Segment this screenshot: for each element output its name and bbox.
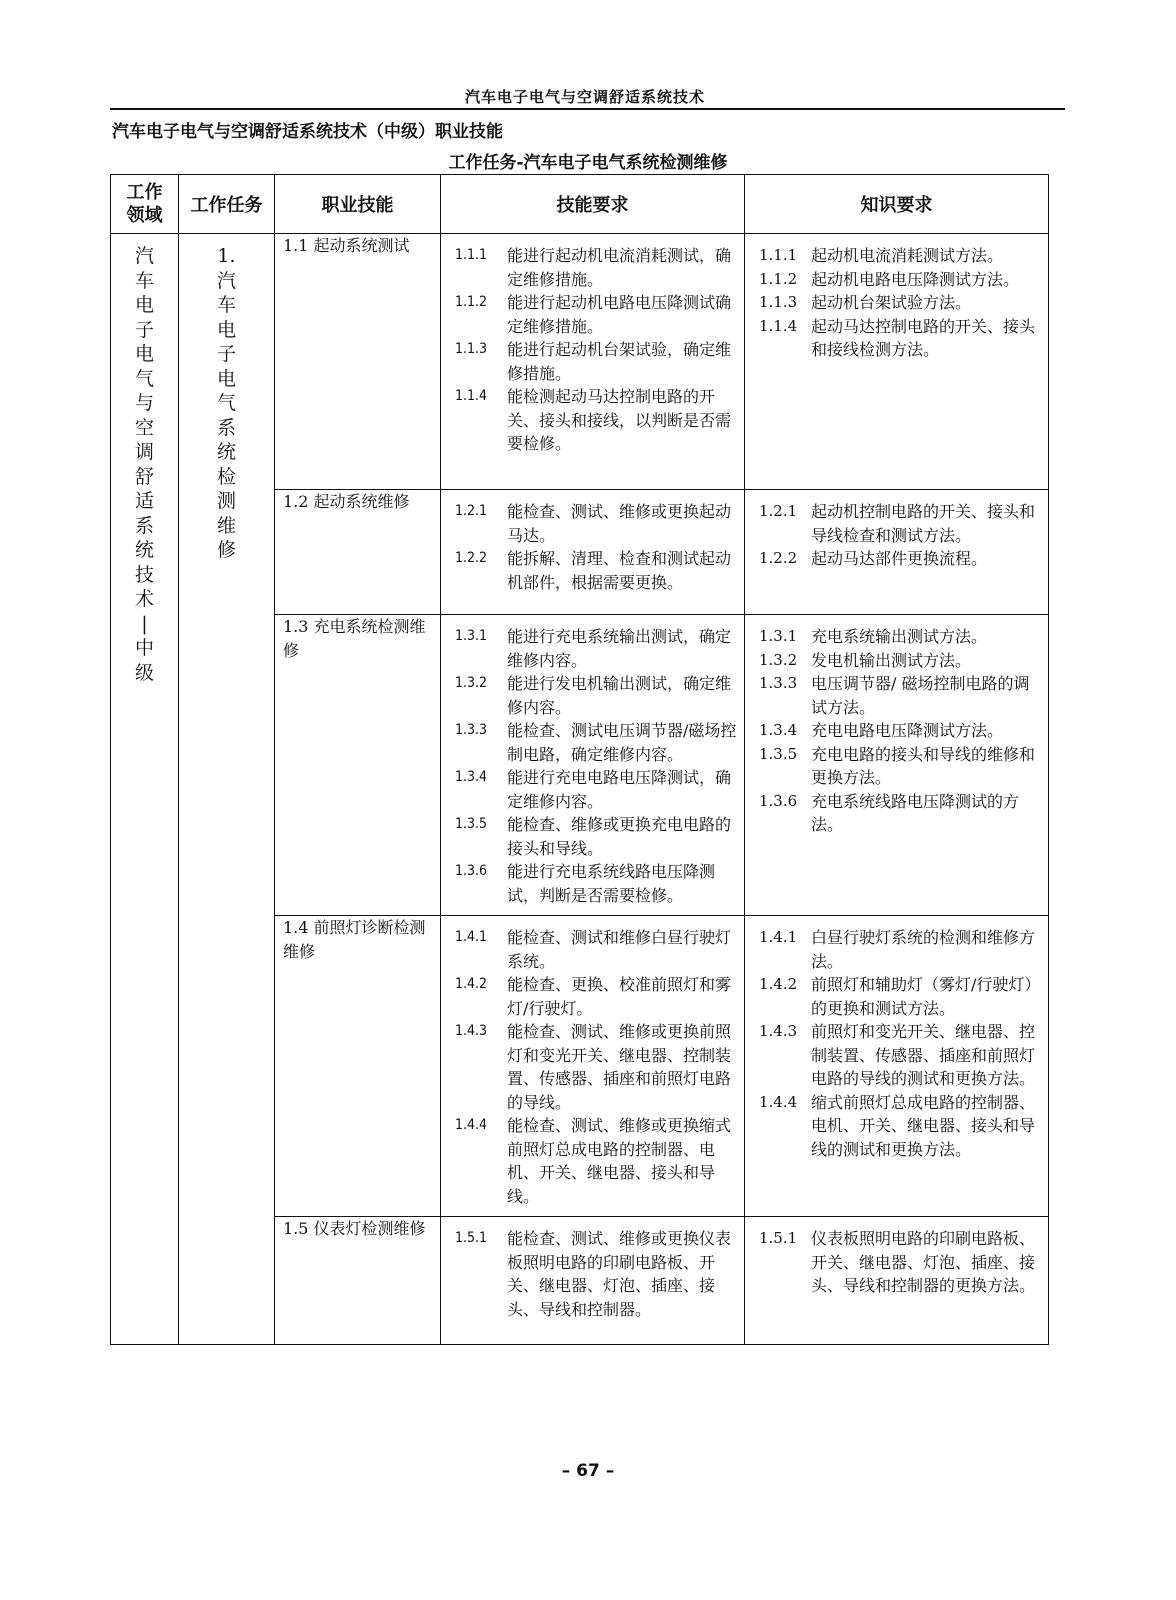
skill-req-number: 1.4.2 [455,976,488,992]
skill-req-number: 1.1.4 [455,388,488,404]
work-domain-label-char: 术 [134,588,154,610]
skill-req-item [455,672,738,719]
work-domain-label-char: 气 [134,367,154,390]
skill-requirements-cell [441,916,745,1217]
knowledge-item [759,1020,1042,1091]
knowledge-number: 1.1.3 [759,293,798,311]
knowledge-text: 起动机电流消耗测试方法。 [811,246,1004,265]
knowledge-number: 1.5.1 [759,1229,798,1247]
skill-req-item [455,813,738,860]
skill-req-item [455,973,738,1020]
skill-req-item [455,385,738,456]
work-task-label-char: 系 [216,416,236,439]
skill-cell [275,615,441,916]
work-task-cell [179,234,275,1345]
knowledge-item [759,291,1042,315]
skill-req-item [455,860,738,907]
skill-req-text: 能进行充电系统线路电压降测试，判断是否需要检修。 [507,862,716,905]
document-subtitle: 工作任务-汽车电子电气系统检测维修 [448,153,728,173]
table-header-row [111,175,1049,234]
work-domain-cell [111,234,179,1345]
header-skill-requirements: 技能要求 [441,175,745,234]
work-task-label-char: 统 [216,441,236,463]
skill-req-item [455,244,738,291]
knowledge-item [759,672,1042,719]
skill-req-list [441,916,744,1216]
knowledge-number: 1.1.1 [759,246,798,264]
work-task-label-char: 电 [216,318,236,341]
skill-name: 1.3 充电系统检测维修 [283,617,426,660]
knowledge-text: 充电系统输出测试方法。 [811,627,988,646]
work-domain-label [111,234,178,685]
skill-name: 1.5 仪表灯检测维修 [283,1219,426,1238]
skill-req-number: 1.5.1 [455,1230,488,1246]
knowledge-number: 1.4.1 [759,928,798,946]
work-domain-label-char: 与 [134,392,154,414]
work-domain-label-char: 汽 [134,245,154,267]
work-domain-label-char: 级 [134,661,154,684]
skill-req-number: 1.3.4 [455,769,488,785]
work-task-label [179,234,274,563]
work-task-label-char: 车 [216,294,236,316]
knowledge-requirements-cell [745,234,1049,490]
skill-name: 1.4 前照灯诊断检测维修 [283,918,426,961]
skill-name: 1.1 起动系统测试 [283,236,410,255]
skill-req-text: 能检查、测试电压调节器/磁场控制电路，确定维修内容。 [507,721,737,764]
knowledge-item [759,973,1042,1020]
knowledge-number: 1.4.2 [759,975,798,993]
knowledge-text: 电压调节器/ 磁场控制电路的调试方法。 [811,674,1030,717]
knowledge-number: 1.3.1 [759,627,798,645]
knowledge-text: 充电电路电压降测试方法。 [811,721,1004,740]
work-task-label-char: 子 [216,343,236,365]
knowledge-number: 1.1.2 [759,269,798,288]
skill-req-text: 能检查、测试和维修白昼行驶灯系统。 [507,928,732,971]
skill-name: 1.2 起动系统维修 [283,492,410,511]
skill-req-text: 能检测起动马达控制电路的开关、接头和接线，以判断是否需要检修。 [507,387,732,453]
skills-table [110,174,1049,1345]
skill-req-text: 能检查、测试、维修或更换仪表板照明电路的印刷电路板、开关、继电器、灯泡、插座、接头、导线和控制器。 [507,1229,732,1319]
knowledge-text: 缩式前照灯总成电路的控制器、电机、开关、继电器、接头和导线的测试和更换方法。 [811,1092,1036,1159]
skill-req-number: 1.3.5 [455,816,488,832]
knowledge-number: 1.4.4 [759,1092,798,1111]
work-domain-label-char: 适 [134,490,154,512]
knowledge-text: 起动马达部件更换流程。 [811,549,988,568]
header-domain-line: 领域 [126,205,163,226]
skill-req-item [455,926,738,973]
skill-req-number: 1.3.6 [455,863,488,879]
skill-req-text: 能检查、维修或更换充电电路的接头和导线。 [507,815,732,858]
knowledge-item [759,719,1042,743]
work-domain-label-char: 系 [134,514,154,537]
skill-cell [275,916,441,1217]
knowledge-number: 1.3.5 [759,744,798,763]
skill-req-list [441,615,744,915]
document-title: 汽车电子电气与空调舒适系统技术（中级）职业技能 [112,122,503,142]
knowledge-text: 白昼行驶灯系统的检测和维修方法。 [811,928,1036,971]
knowledge-item [759,790,1042,837]
work-task-label-char: 修 [216,539,236,561]
skill-req-text: 能进行起动机电流消耗测试，确定维修措施。 [507,246,732,289]
knowledge-requirements-cell [745,916,1049,1217]
work-domain-label-char: 子 [134,318,154,341]
skill-req-number: 1.4.3 [455,1023,488,1039]
knowledge-item [759,1227,1042,1298]
skill-req-number: 1.2.1 [455,503,488,519]
knowledge-number: 1.3.4 [759,721,798,739]
skill-req-item [455,625,738,672]
skill-req-number: 1.4.4 [455,1117,488,1133]
knowledge-item [759,649,1042,673]
skill-req-text: 能进行起动机台架试验，确定维修措施。 [507,340,732,383]
work-domain-label-char: 电 [134,343,154,365]
skill-req-text: 能检查、更换、校准前照灯和雾灯/行驶灯。 [507,975,732,1018]
knowledge-text: 前照灯和辅助灯（雾灯/行驶灯）的更换和测试方法。 [811,975,1041,1018]
knowledge-text: 充电电路的接头和导线的维修和更换方法。 [811,744,1036,787]
skill-req-text: 能拆解、清理、检查和测试起动机部件，根据需要更换。 [507,549,732,592]
knowledge-requirements-cell [745,490,1049,615]
skill-req-text: 能进行起动机电路电压降测试确定维修措施。 [507,293,732,336]
skill-requirements-cell [441,1217,745,1345]
work-domain-label-char: 调 [134,441,154,463]
knowledge-item [759,625,1042,649]
work-domain-label-char: | [141,612,148,635]
skill-cell [275,234,441,490]
work-task-label-char: 气 [216,392,236,414]
knowledge-list [745,490,1048,579]
knowledge-text: 前照灯和变光开关、继电器、控制装置、传感器、插座和前照灯电路的导线的测试和更换方法。 [811,1022,1036,1088]
skill-req-item [455,1114,738,1208]
skill-req-item [455,547,738,594]
skill-req-number: 1.3.2 [455,675,488,691]
work-task-label-char: 1. [217,245,236,267]
knowledge-list [745,234,1048,370]
work-domain-label-char: 舒 [134,465,154,488]
knowledge-number: 1.3.6 [759,791,798,810]
skill-requirements-cell [441,490,745,615]
knowledge-text: 充电系统线路电压降测试的方法。 [811,791,1020,834]
knowledge-number: 1.2.2 [759,549,798,567]
knowledge-list [745,1217,1048,1306]
knowledge-list [745,615,1048,845]
skill-req-list [441,1217,744,1329]
work-task-label-char: 测 [216,490,236,512]
skill-req-item [455,1020,738,1114]
work-task-label-char: 维 [216,514,236,537]
knowledge-number: 1.3.2 [759,650,798,669]
work-domain-label-char: 技 [134,563,154,586]
knowledge-requirements-cell [745,615,1049,916]
header-rule [110,108,1065,110]
table-row [111,234,1049,490]
skill-req-text: 能检查、测试、维修或更换起动马达。 [507,502,732,545]
knowledge-list [745,916,1048,1169]
skill-req-text: 能进行发电机输出测试，确定维修内容。 [507,674,732,717]
skill-req-text: 能检查、测试、维修或更换前照灯和变光开关、继电器、控制装置、传感器、插座和前照灯电路的导线。 [507,1022,732,1112]
work-task-label-char: 电 [216,367,236,390]
skill-req-text: 能进行充电系统输出测试，确定维修内容。 [507,627,732,670]
running-header: 汽车电子电气与空调舒适系统技术 [464,88,705,106]
skill-req-item [455,500,738,547]
knowledge-text: 仪表板照明电路的印刷电路板、开关、继电器、灯泡、插座、接头、导线和控制器的更换方法。 [811,1229,1036,1295]
knowledge-number: 1.3.3 [759,674,798,692]
skill-req-item [455,291,738,338]
knowledge-item [759,268,1042,292]
knowledge-item [759,315,1042,362]
knowledge-text: 发电机输出测试方法。 [811,650,972,670]
knowledge-item [759,500,1042,547]
work-task-label-char: 汽 [216,269,236,292]
skill-req-list [441,490,744,602]
header-knowledge-requirements: 知识要求 [745,175,1049,234]
work-domain-label-char: 中 [134,637,154,659]
header-domain-line: 工作 [126,181,163,203]
header-skill: 职业技能 [275,175,441,234]
work-domain-label-char: 统 [134,539,154,561]
skill-req-list [441,234,744,464]
skill-req-number: 1.3.1 [455,628,488,644]
skill-req-text: 能进行充电电路电压降测试，确定维修内容。 [507,768,732,811]
knowledge-number: 1.2.1 [759,502,798,520]
knowledge-number: 1.4.3 [759,1022,798,1040]
skill-cell [275,1217,441,1345]
skill-req-number: 1.1.3 [455,341,488,357]
skill-req-number: 1.1.2 [455,294,488,310]
page-number: – 67 – [561,1461,615,1481]
knowledge-item [759,244,1042,268]
work-domain-label-char: 车 [134,269,154,292]
knowledge-item [759,743,1042,790]
skill-req-text: 能检查、测试、维修或更换缩式前照灯总成电路的控制器、电机、开关、继电器、接头和导线。 [507,1116,732,1206]
work-domain-label-char: 空 [134,416,154,439]
skill-req-number: 1.1.1 [455,247,488,263]
skill-requirements-cell [441,615,745,916]
knowledge-text: 起动机控制电路的开关、接头和导线检查和测试方法。 [811,502,1036,545]
skill-req-item [455,719,738,766]
knowledge-item [759,926,1042,973]
work-domain-label-char: 电 [134,294,154,316]
header-task: 工作任务 [179,175,275,234]
skill-req-number: 1.4.1 [455,929,488,945]
knowledge-requirements-cell [745,1217,1049,1345]
skill-req-item [455,338,738,385]
knowledge-item [759,1091,1042,1162]
skill-req-number: 1.3.3 [455,722,488,738]
skill-requirements-cell [441,234,745,490]
knowledge-text: 起动机电路电压降测试方法。 [811,269,1020,289]
work-task-label-char: 检 [216,465,236,488]
knowledge-text: 起动马达控制电路的开关、接头和接线检测方法。 [811,316,1036,359]
knowledge-item [759,547,1042,571]
knowledge-text: 起动机台架试验方法。 [811,293,972,312]
skill-req-item [455,766,738,813]
skill-cell [275,490,441,615]
knowledge-number: 1.1.4 [759,316,798,335]
skill-req-item [455,1227,738,1321]
skill-req-number: 1.2.2 [455,550,488,566]
header-domain [111,175,179,234]
